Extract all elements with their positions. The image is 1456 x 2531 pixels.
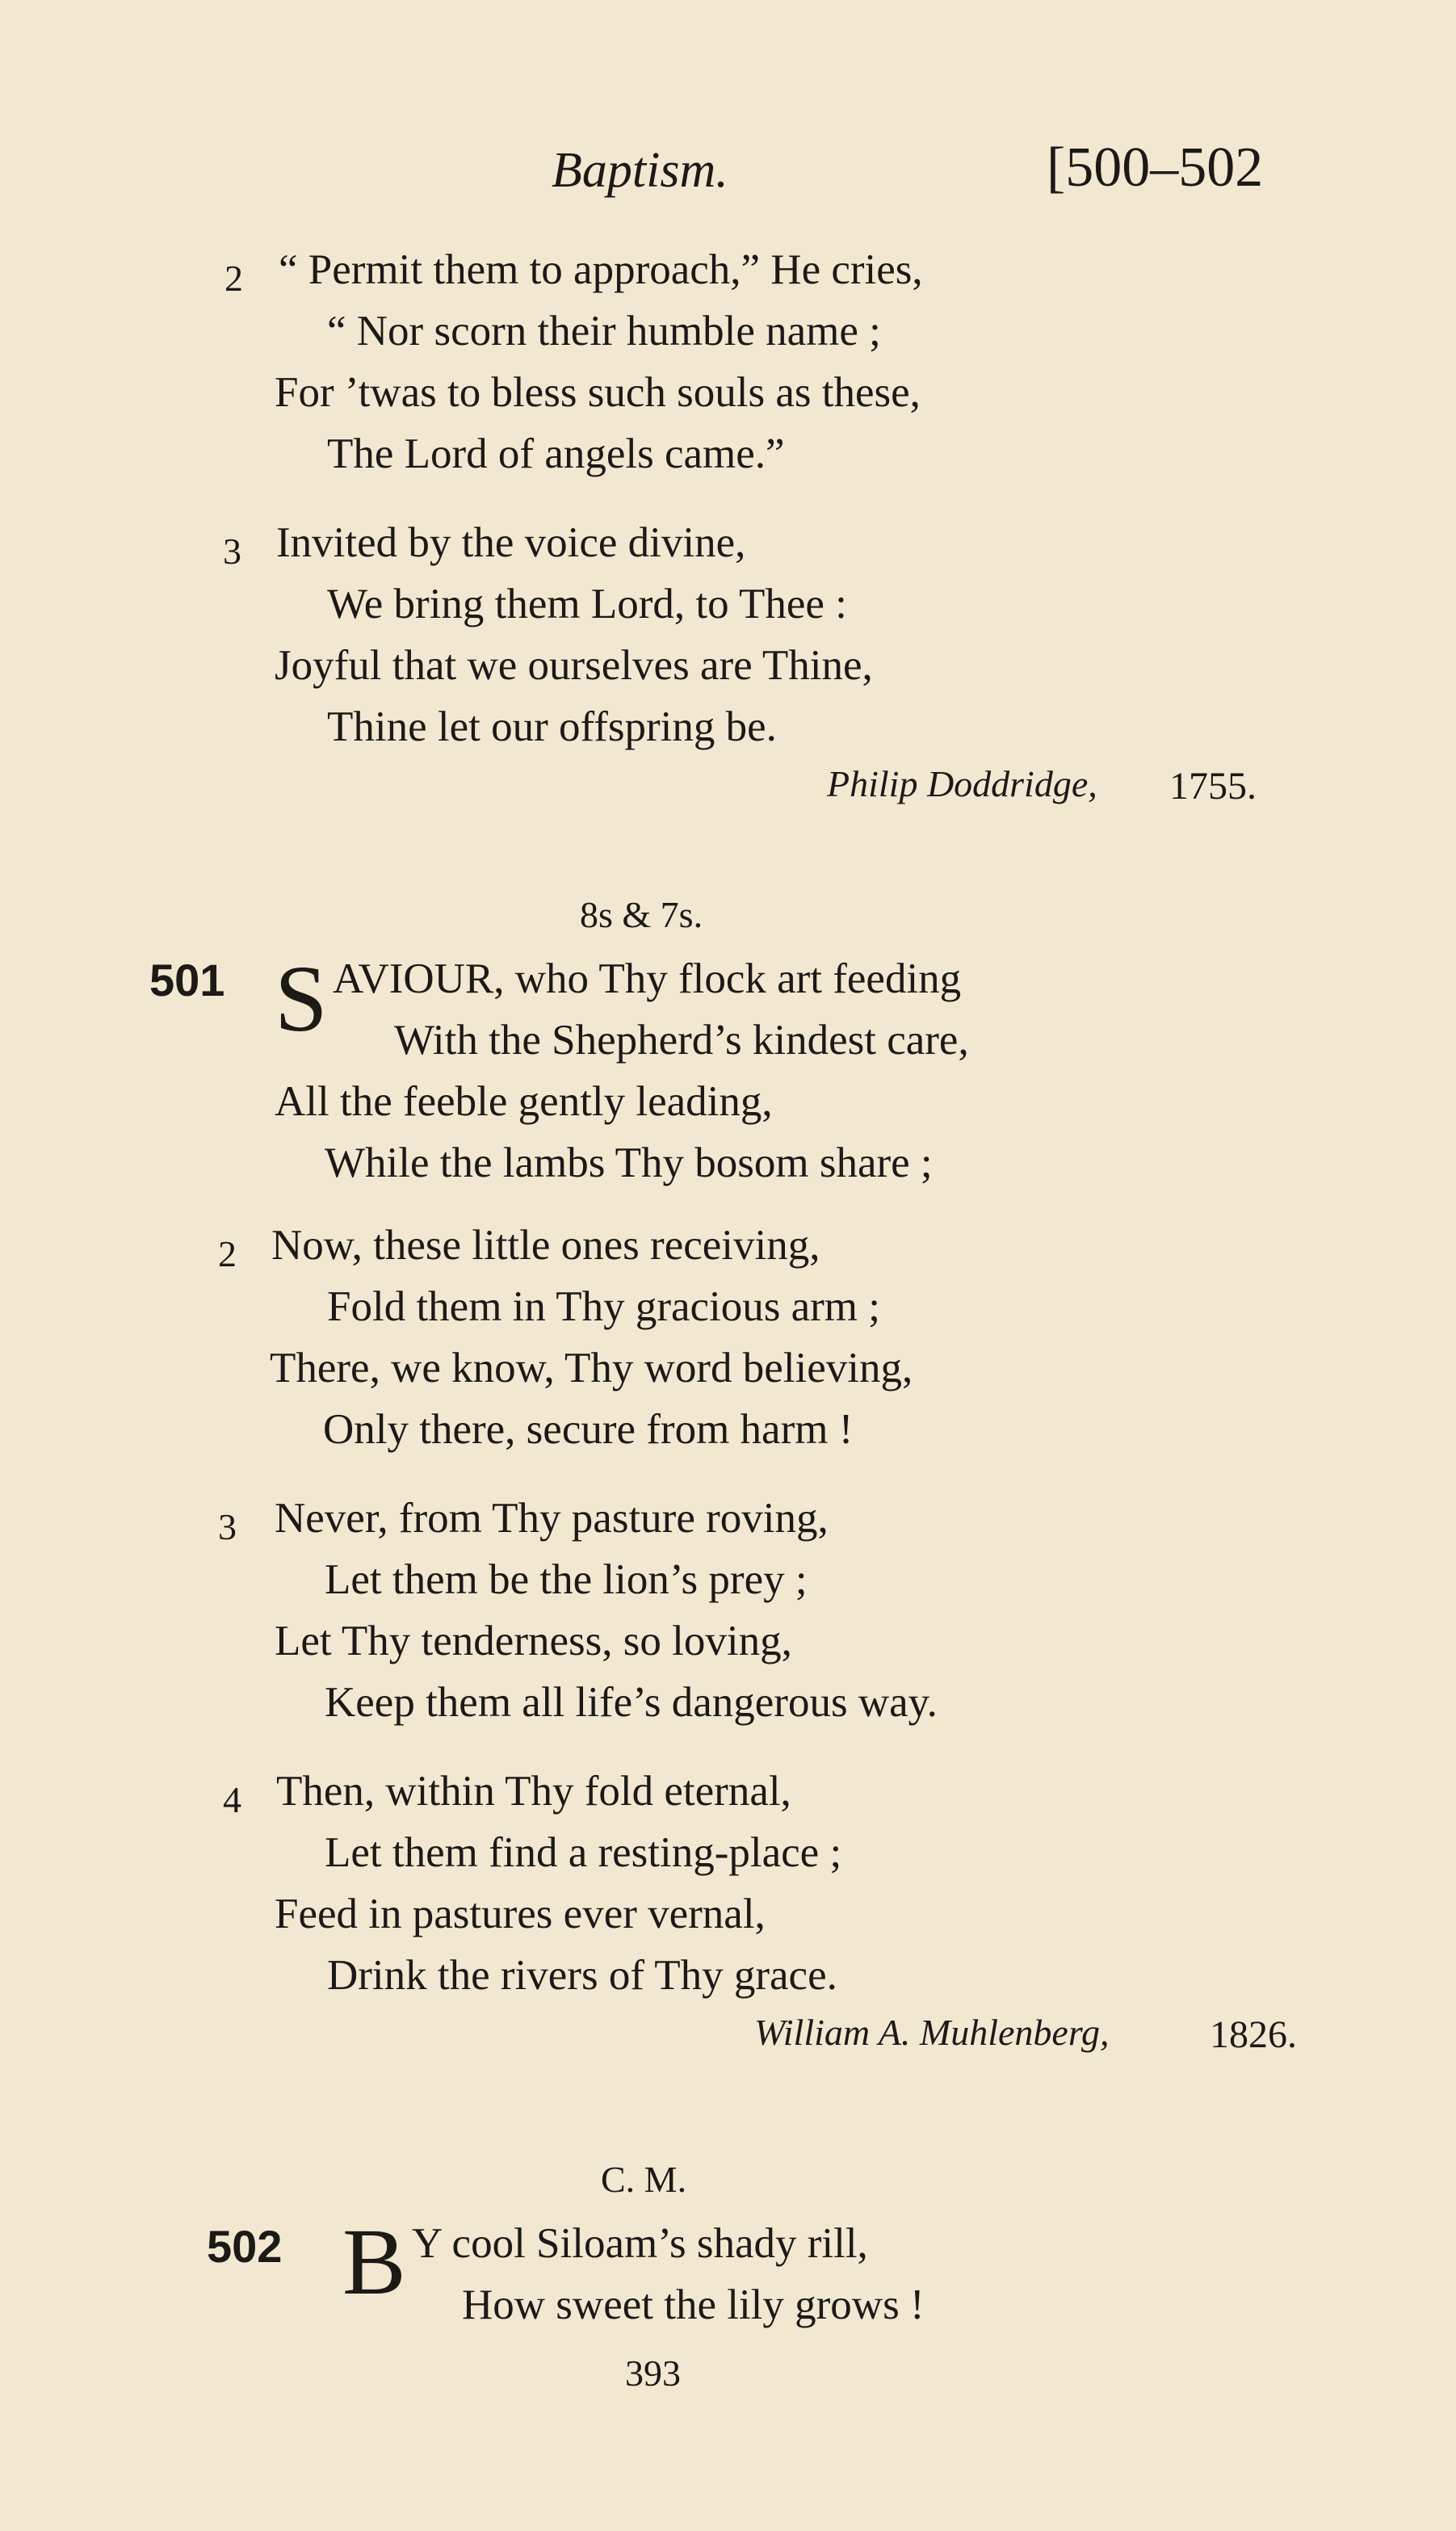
hymn-author: Philip Doddridge, — [827, 763, 1097, 804]
hymn-year: 1755. — [1169, 765, 1257, 808]
stanza-number: 3 — [218, 1506, 237, 1547]
stanza-number: 3 — [223, 531, 241, 572]
verse-line: How sweet the lily grows ! — [462, 2281, 925, 2328]
verse-line: “ Permit them to approach,” He cries, — [279, 246, 923, 293]
verse-line: Joyful that we ourselves are Thine, — [275, 642, 873, 689]
verse-line: There, we know, Thy word believing, — [270, 1345, 913, 1391]
hymn-number: 501 — [149, 955, 225, 1005]
verse-line: AVIOUR, who Thy flock art feeding — [333, 955, 962, 1002]
verse-line: Invited by the voice divine, — [276, 519, 746, 566]
hymn-author: William A. Muhlenberg, — [754, 2012, 1110, 2053]
meter-label: C. M. — [601, 2159, 687, 2200]
verse-line: Never, from Thy pasture roving, — [275, 1495, 829, 1542]
verse-line: With the Shepherd’s kindest care, — [394, 1017, 969, 1064]
hymn-number: 502 — [207, 2221, 283, 2272]
verse-line: We bring them Lord, to Thee : — [327, 581, 847, 628]
verse-line: While the lambs Thy bosom share ; — [325, 1140, 933, 1186]
verse-line: Now, these little ones receiving, — [271, 1222, 820, 1269]
verse-line: “ Nor scorn their humble name ; — [327, 308, 881, 355]
drop-cap: B — [342, 2209, 406, 2315]
verse-line: Feed in pastures ever vernal, — [275, 1891, 766, 1937]
verse-line: Thine let our offspring be. — [327, 703, 777, 750]
stanza-number: 4 — [223, 1779, 241, 1820]
meter-label: 8s & 7s. — [580, 894, 703, 935]
verse-line: Y cool Siloam’s shady rill, — [412, 2220, 868, 2267]
verse-line: Let them be the lion’s prey ; — [325, 1556, 808, 1603]
verse-line: The Lord of angels came.” — [327, 430, 785, 477]
verse-line: Let Thy tenderness, so loving, — [275, 1618, 792, 1664]
hymn-year: 1826. — [1210, 2013, 1297, 2056]
stanza-number: 2 — [224, 258, 243, 299]
verse-line: All the feeble gently leading, — [275, 1078, 773, 1125]
verse-line: Then, within Thy fold eternal, — [276, 1768, 791, 1815]
hymn-range: [500–502 — [1047, 136, 1264, 199]
stanza-number: 2 — [218, 1233, 237, 1274]
page-number: 393 — [625, 2353, 681, 2394]
drop-cap: S — [275, 946, 328, 1051]
verse-line: Keep them all life’s dangerous way. — [325, 1679, 938, 1726]
verse-line: Let them find a resting-place ; — [325, 1829, 842, 1876]
section-title: Baptism. — [552, 143, 728, 198]
verse-line: For ’twas to bless such souls as these, — [275, 369, 921, 416]
verse-line: Drink the rivers of Thy grace. — [327, 1952, 837, 1999]
verse-line: Fold them in Thy gracious arm ; — [327, 1283, 880, 1330]
verse-line: Only there, secure from harm ! — [323, 1406, 854, 1453]
